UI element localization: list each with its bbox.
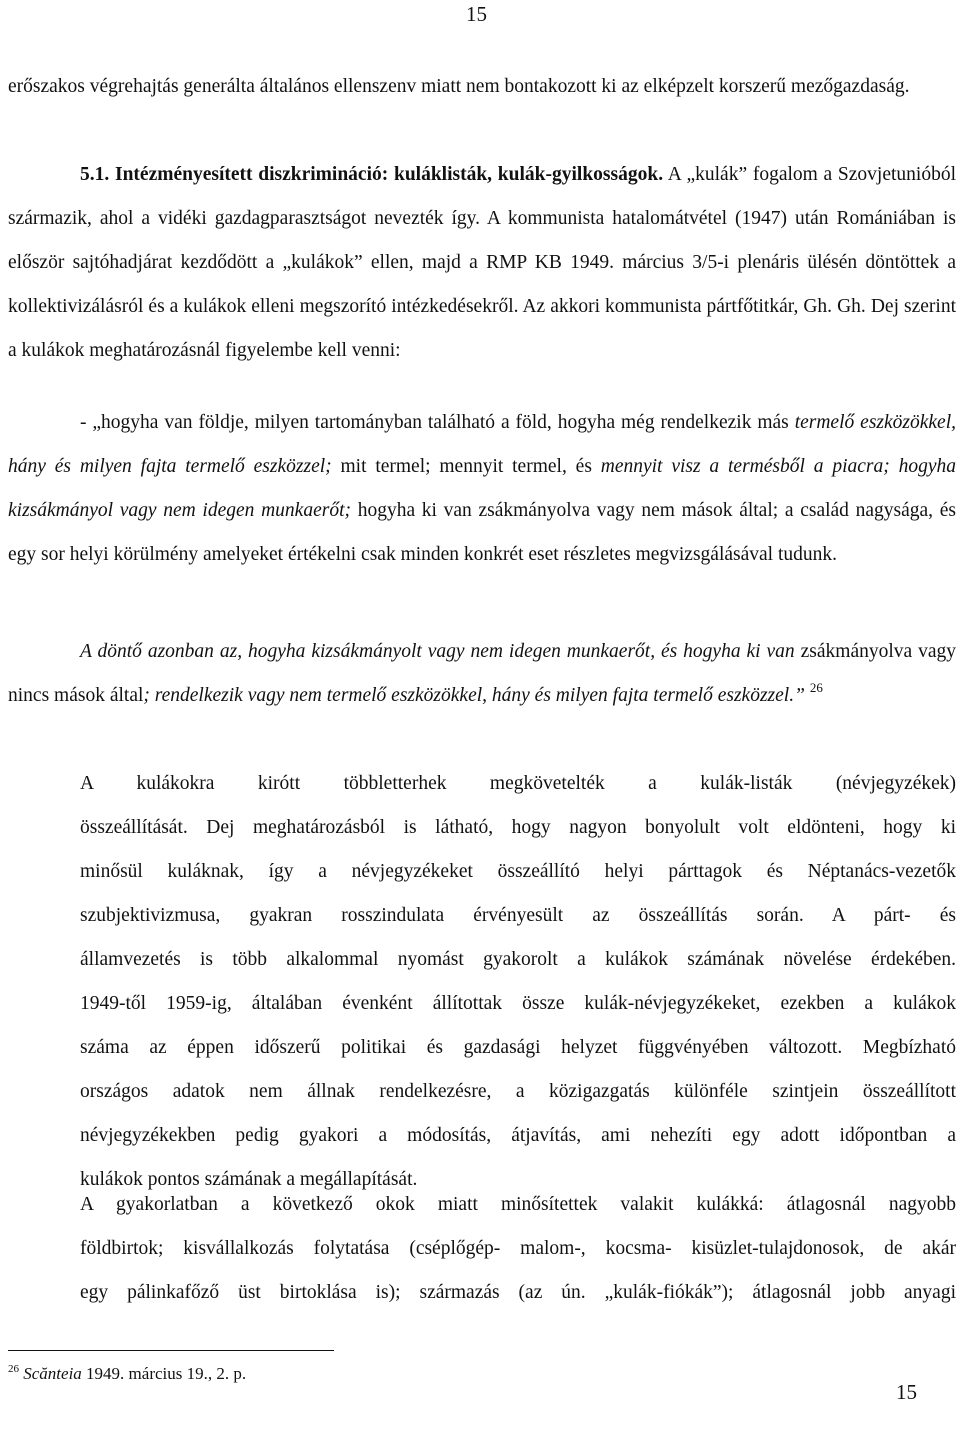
quote-text-3: hogyha ki van zsákmányolva vagy nem mások által; a család nagysága, és egy sor helyi körülmény amelyeket értékelni csak minden konkrét eset részletes megvizsgálásával tudunk. [8, 500, 956, 565]
text-line: szubjektivizmusa, gyakran rosszindulata érvényesült az összeállítás során. A párt- és [80, 905, 956, 926]
text-line: száma az éppen időszerű politikai és gazdasági helyzet függvényében változott. Megbízható [80, 1037, 956, 1058]
text-line: A gyakorlatban a következő okok miatt minősítettek valakit kulákká: átlagosnál nagyobb [80, 1194, 956, 1215]
page-number-top: 15 [466, 2, 487, 26]
section-text: A „kulák” fogalom a Szovjetunióból származik, ahol a vidéki gazdagparasztságot nevezték így. A kommunista hatalomátvétel (1947) után Romániában is először sajtóhadjárat kezdődött a „kulákok” ellen, majd a RMP KB 1949. március 3/5-i plenáris ülésén döntöttek a kollektivizálásról és a kulákok elleni megszorító intézkedésekről. Az akkori kommunista pártfőtitkár, Gh. Gh. Dej szerint a kulákok meghatározásnál figyelembe kell venni: [8, 164, 957, 361]
text-line: államvezetés is több alkalommal nyomást gyakorolt a kulákok számának növelése érdekében. [80, 949, 956, 970]
paragraph-section-5-1 [8, 153, 956, 373]
text-line: A kulákokra kirótt többletterhek megkövetelték a kulák-listák (névjegyzékek) [80, 773, 956, 794]
footnote-number: 26 [8, 1363, 19, 1375]
paragraph-kulak-reasons [8, 1183, 956, 1315]
page-number-bottom: 15 [896, 1380, 917, 1404]
paragraph-quote-decisive [8, 630, 956, 718]
text-line: névjegyzékekben pedig gyakori a módosítás, átjavítás, ami nehezíti egy adott időpontban a [80, 1125, 956, 1146]
footnote [8, 1364, 246, 1384]
quote-italic-1: termelő eszközökkel, hány és milyen fajta termelő eszközzel; [8, 412, 956, 477]
text-line: kulákok pontos számának a megállapítását. [80, 1169, 418, 1190]
text-line: összeállítását. Dej meghatározásból is látható, hogy nagyon bonyolult volt eldönteni, hogy ki [80, 817, 956, 838]
paragraph-quote [8, 401, 956, 577]
decisive-italic-1: A döntő azonban az, hogyha kizsákmányolt vagy nem idegen munkaerőt, és hogyha ki van [80, 641, 801, 662]
paragraph-intro: erőszakos végrehajtás generálta általános ellenszenv miatt nem bontakozott ki az elképzelt korszerű mezőgazdaság. [8, 76, 910, 97]
text-line: egy pálinkafőző üst birtoklása is); származás (az ún. „kulák-fiókák”); átlagosnál jobb anyagi [80, 1282, 956, 1303]
quote-text-1: - „hogyha van földje, milyen tartományban található a föld, hogyha még rendelkezik más [80, 412, 795, 433]
footnote-source: Scănteia [23, 1364, 82, 1383]
footnote-separator [8, 1350, 334, 1351]
text-line: 1949-től 1959-ig, általában évenként állítottak össze kulák-névjegyzékeket, ezekben a kulákok [80, 993, 956, 1014]
decisive-text-1: zsákmányolva vagy nincs mások által [8, 641, 957, 706]
footnote-details: 1949. március 19., 2. p. [81, 1364, 247, 1383]
decisive-italic-2: ; rendelkezik vagy nem termelő eszközökkel, hány és milyen fajta termelő eszközzel.” [143, 685, 805, 706]
quote-text-2: mit termel; mennyit termel, és [331, 456, 601, 477]
paragraph-kulak-lists [8, 762, 956, 1202]
text-line: országos adatok nem állnak rendelkezésre, a közigazgatás különféle szintjein összeállított [80, 1081, 956, 1102]
text-line: minősül kuláknak, így a névjegyzékeket összeállító helyi párttagok és Néptanács-vezetők [80, 861, 956, 882]
quote-italic-2: mennyit visz a termésből a piacra; hogyha kizsákmányol vagy nem idegen munkaerőt; [8, 456, 956, 521]
section-heading: 5.1. Intézményesített diszkrimináció: kuláklisták, kulák-gyilkosságok. [80, 164, 664, 185]
footnote-reference: 26 [809, 680, 823, 695]
text-line: földbirtok; kisvállalkozás folytatása (cséplőgép- malom-, kocsma- kisüzlet-tulajdonosok, de akár [80, 1238, 956, 1259]
